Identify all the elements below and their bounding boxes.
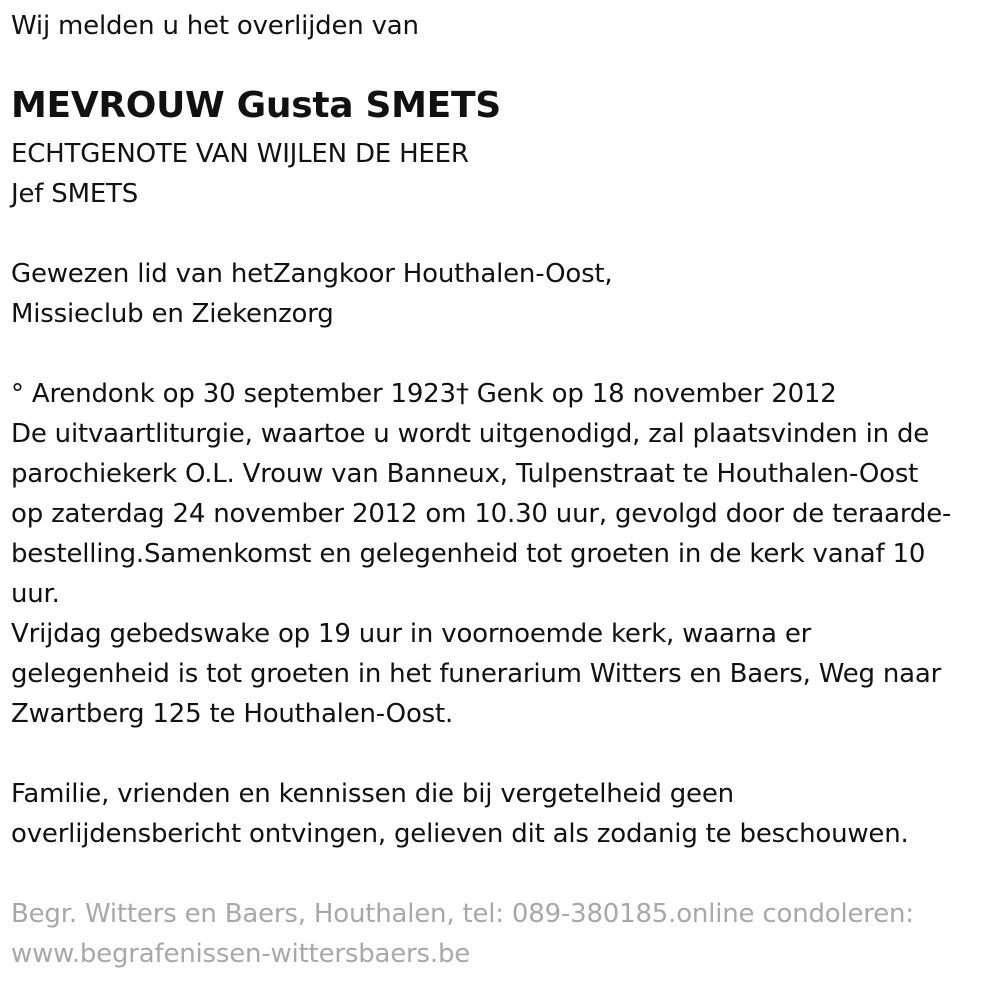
funeral-details-section xyxy=(11,374,951,734)
spouse-section xyxy=(11,134,469,214)
details-line: uur. xyxy=(11,579,60,609)
funeral-home-website: www.begrafenissen-wittersbaers.be xyxy=(11,939,471,969)
deceased-name: MEVROUW Gusta SMETS xyxy=(11,85,501,126)
details-line: op zaterdag 24 november 2012 om 10.30 uur, gevolgd door de teraarde- xyxy=(11,499,952,529)
details-line: Zwartberg 125 te Houthalen-Oost. xyxy=(11,699,454,729)
details-line: bestelling.Samenkomst en gelegenheid tot groeten in de kerk vanaf 10 xyxy=(11,539,926,569)
family-note-section xyxy=(11,774,909,854)
funeral-home-footer xyxy=(11,894,914,974)
membership-line: Missieclub en Ziekenzorg xyxy=(11,299,334,329)
spouse-title: ECHTGENOTE VAN WIJLEN DE HEER xyxy=(11,139,469,169)
family-note-line: Familie, vrienden en kennissen die bij vergetelheid geen xyxy=(11,779,734,809)
intro-text: Wij melden u het overlijden van xyxy=(11,11,419,41)
details-line: gelegenheid is tot groeten in het funerarium Witters en Baers, Weg naar xyxy=(11,659,942,689)
spouse-name: Jef SMETS xyxy=(11,179,139,209)
membership-section xyxy=(11,254,613,334)
details-line: Vrijdag gebedswake op 19 uur in voornoemde kerk, waarna er xyxy=(11,619,812,649)
birth-death-dates: ° Arendonk op 30 september 1923† Genk op 18 november 2012 xyxy=(11,379,837,409)
family-note-line: overlijdensbericht ontvingen, gelieven dit als zodanig te beschouwen. xyxy=(11,819,909,849)
funeral-home-contact: Begr. Witters en Baers, Houthalen, tel: 089-380185.online condoleren: xyxy=(11,899,914,929)
membership-line: Gewezen lid van hetZangkoor Houthalen-Oost, xyxy=(11,259,613,289)
details-line: De uitvaartliturgie, waartoe u wordt uitgenodigd, zal plaatsvinden in de xyxy=(11,419,930,449)
details-line: parochiekerk O.L. Vrouw van Banneux, Tulpenstraat te Houthalen-Oost xyxy=(11,459,919,489)
